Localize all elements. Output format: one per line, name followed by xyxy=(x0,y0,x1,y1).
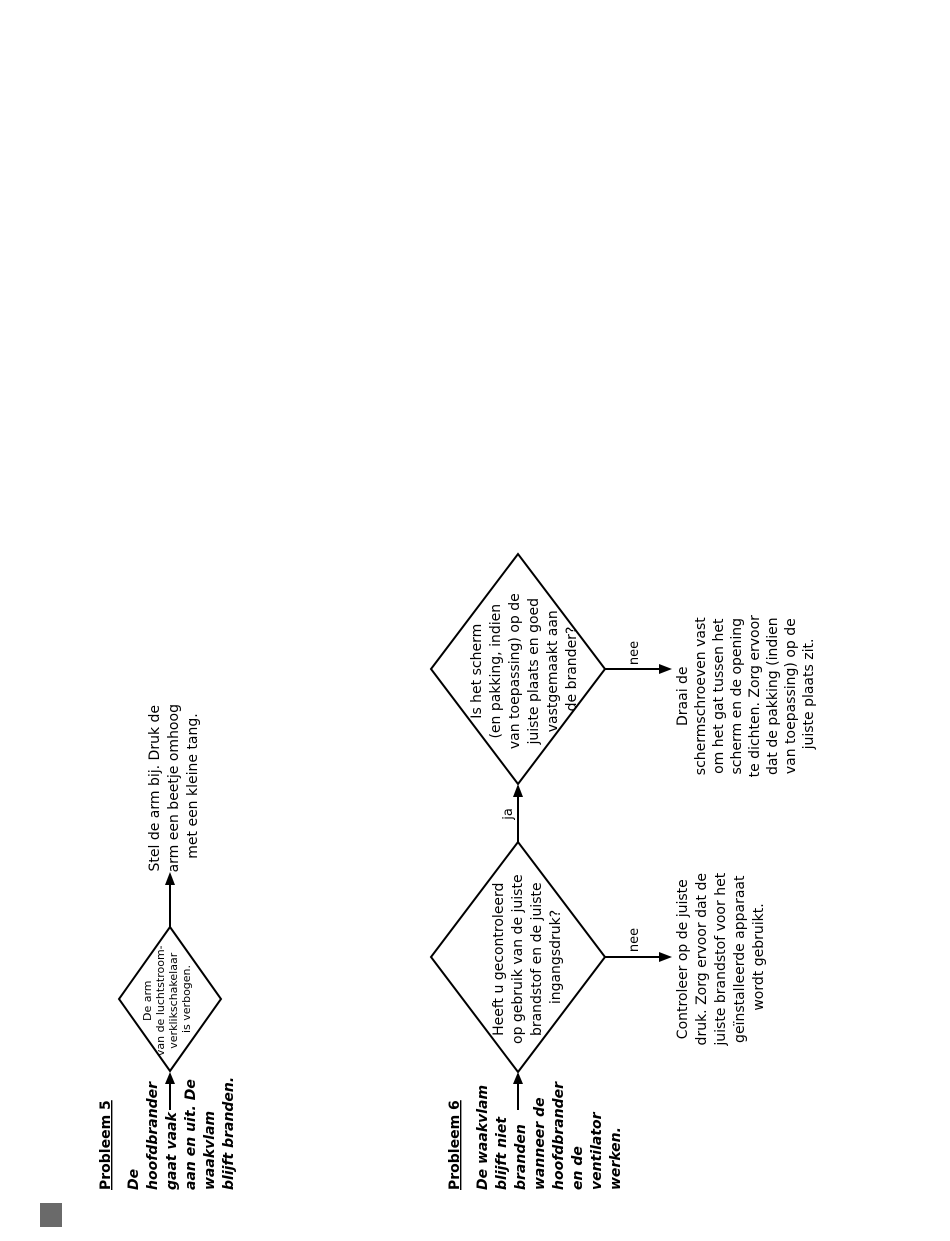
problem6-no-label-2: nee xyxy=(627,640,642,666)
problem6-no-arrowhead-1 xyxy=(659,952,672,962)
problem6-title: Probleem 6 xyxy=(447,1100,463,1190)
problem5-decision-text: De arm van de luchtstroom- verklikschakelaar is verbogen. xyxy=(141,945,193,1057)
problem6-no-arrowhead-2 xyxy=(659,664,672,674)
problem6-decision2-text: Is het scherm (en pakking, indien van toepassing) op de juiste plaats en goed vastgemaakt aan de brander? xyxy=(469,593,580,750)
problem6-action1-text: Controleer op de juiste druk. Zorg ervoor dat de juiste brandstof voor het geïnstalleerde apparaat wordt gebruikt. xyxy=(675,872,767,1046)
problem5-description: De hoofdbrander gaat vaak aan en uit. De waakvlam blijft branden. xyxy=(126,1076,237,1190)
problem5-entry-arrowhead xyxy=(165,1072,175,1084)
problem6-action2-text: Draai de schermschroeven vast om het gat tussen het scherm en de opening te dichten. Zorg ervoor dat de pakking (indien van toepassing) op de juiste plaats zit. xyxy=(675,615,817,778)
problem6-yes-label: ja xyxy=(501,808,516,820)
problem5-action-arrowhead xyxy=(165,872,175,885)
problem6-no-label-1: nee xyxy=(627,927,642,953)
problem6-yes-arrowhead xyxy=(513,784,523,797)
problem6-decision1-text: Heeft u gecontroleerd op gebruik van de juiste brandstof en de juiste ingangsdruk? xyxy=(491,874,564,1045)
problem5-action-text: Stel de arm bij. Druk de arm een beetje omhoog met een kleine tang. xyxy=(147,704,201,873)
problem6-entry-arrowhead xyxy=(513,1072,523,1084)
problem6-description: De waakvlam blijft niet branden wanneer de hoofdbrander en de ventilator werken. xyxy=(475,1081,624,1190)
problem5-title: Probleem 5 xyxy=(98,1100,114,1190)
